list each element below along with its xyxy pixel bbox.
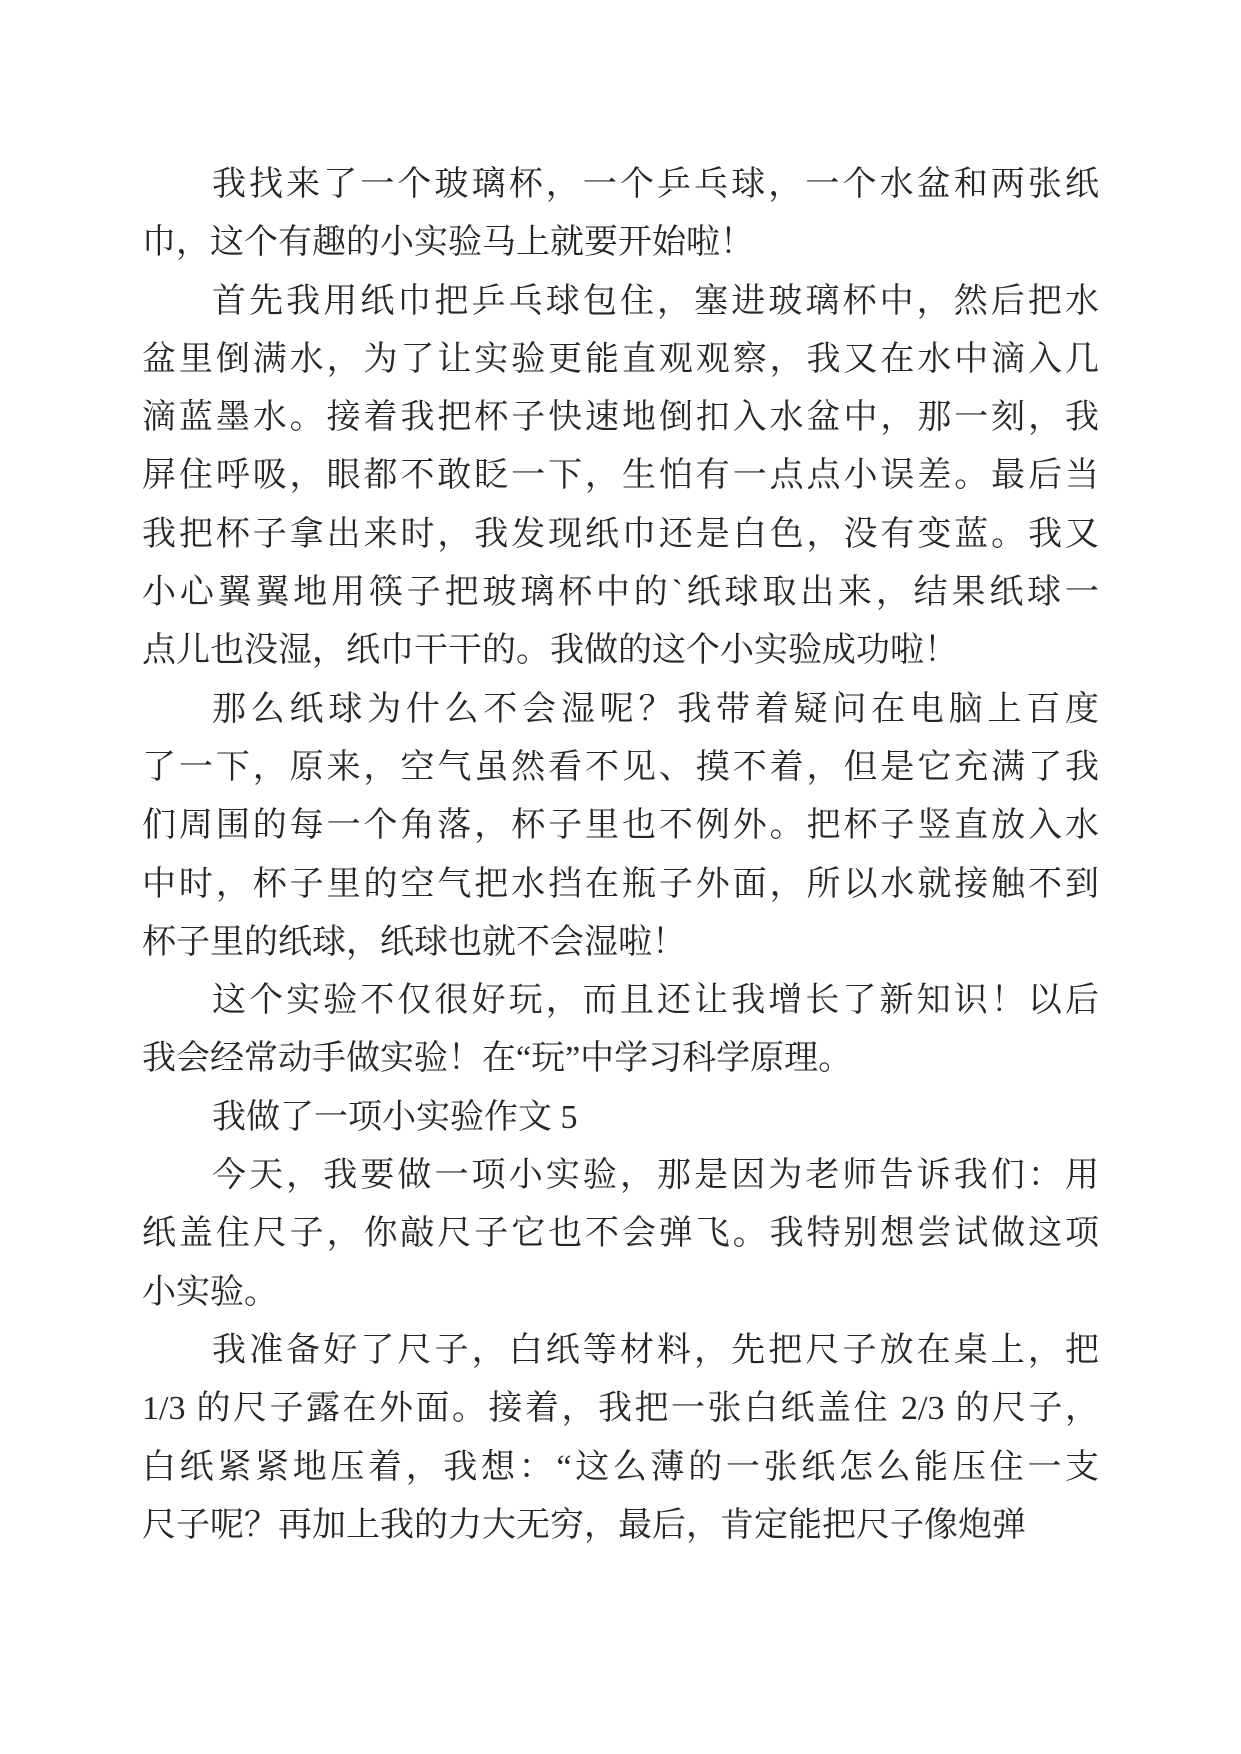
text-line: 了一下，原来，空气虽然看不见、摸不着，但是它充满了我 (142, 748, 1099, 786)
text-line: 1/3 的尺子露在外面。接着，我把一张白纸盖住 2/3 的尺子， (142, 1390, 1099, 1428)
text-line: 纸盖住尺子，你敲尺子它也不会弹飞。我特别想尝试做这项 (142, 1215, 1099, 1253)
paragraph (142, 273, 1099, 681)
text-line: 我找来了一个玻璃杯，一个乒乓球，一个水盆和两张纸 (212, 166, 1099, 203)
text-line: 尺子呢？再加上我的力大无穷，最后，肯定能把尺子像炮弹 (142, 1506, 1026, 1544)
text-line: 中时，杯子里的空气把水挡在瓶子外面，所以水就接触不到 (142, 865, 1099, 903)
text-line: 今天，我要做一项小实验，那是因为老师告诉我们：用 (212, 1157, 1099, 1195)
text-line: 白纸紧紧地压着，我想：“这么薄的一张纸怎么能压住一支 (142, 1448, 1099, 1486)
text-line: 这个实验不仅很好玩，而且还让我增长了新知识！以后 (212, 982, 1099, 1020)
text-line: 我做了一项小实验作文 5 (212, 1098, 578, 1136)
paragraph (142, 1322, 1099, 1555)
text-line: 小心翼翼地用筷子把玻璃杯中的`纸球取出来，结果纸球一 (142, 574, 1099, 612)
text-line: 屏住呼吸，眼都不敢眨一下，生怕有一点点小误差。最后当 (142, 457, 1099, 495)
paragraph (142, 681, 1099, 972)
text-line: 首先我用纸巾把乒乓球包住，塞进玻璃杯中，然后把水 (212, 282, 1099, 320)
document-content (142, 156, 1099, 1555)
text-line: 滴蓝墨水。接着我把杯子快速地倒扣入水盆中，那一刻，我 (142, 399, 1099, 437)
paragraph (142, 1147, 1099, 1322)
text-line: 那么纸球为什么不会湿呢？我带着疑问在电脑上百度 (212, 690, 1099, 728)
section-heading (142, 1089, 1099, 1147)
text-line: 点儿也没湿，纸巾干干的。我做的这个小实验成功啦！ (142, 632, 958, 670)
text-line: 巾，这个有趣的小实验马上就要开始啦！ (142, 224, 754, 262)
text-line: 我准备好了尺子，白纸等材料，先把尺子放在桌上，把 (212, 1331, 1099, 1369)
text-line: 我把杯子拿出来时，我发现纸巾还是白色，没有变蓝。我又 (142, 515, 1099, 553)
paragraph (142, 972, 1099, 1089)
paragraph (142, 156, 1099, 273)
text-line: 我会经常动手做实验！在“玩”中学习科学原理。 (142, 1040, 853, 1078)
text-line: 们周围的每一个角落，杯子里也不例外。把杯子竖直放入水 (142, 807, 1099, 845)
text-line: 盆里倒满水，为了让实验更能直观观察，我又在水中滴入几 (142, 340, 1099, 378)
text-line: 小实验。 (142, 1273, 278, 1311)
text-line: 杯子里的纸球，纸球也就不会湿啦！ (142, 923, 686, 961)
